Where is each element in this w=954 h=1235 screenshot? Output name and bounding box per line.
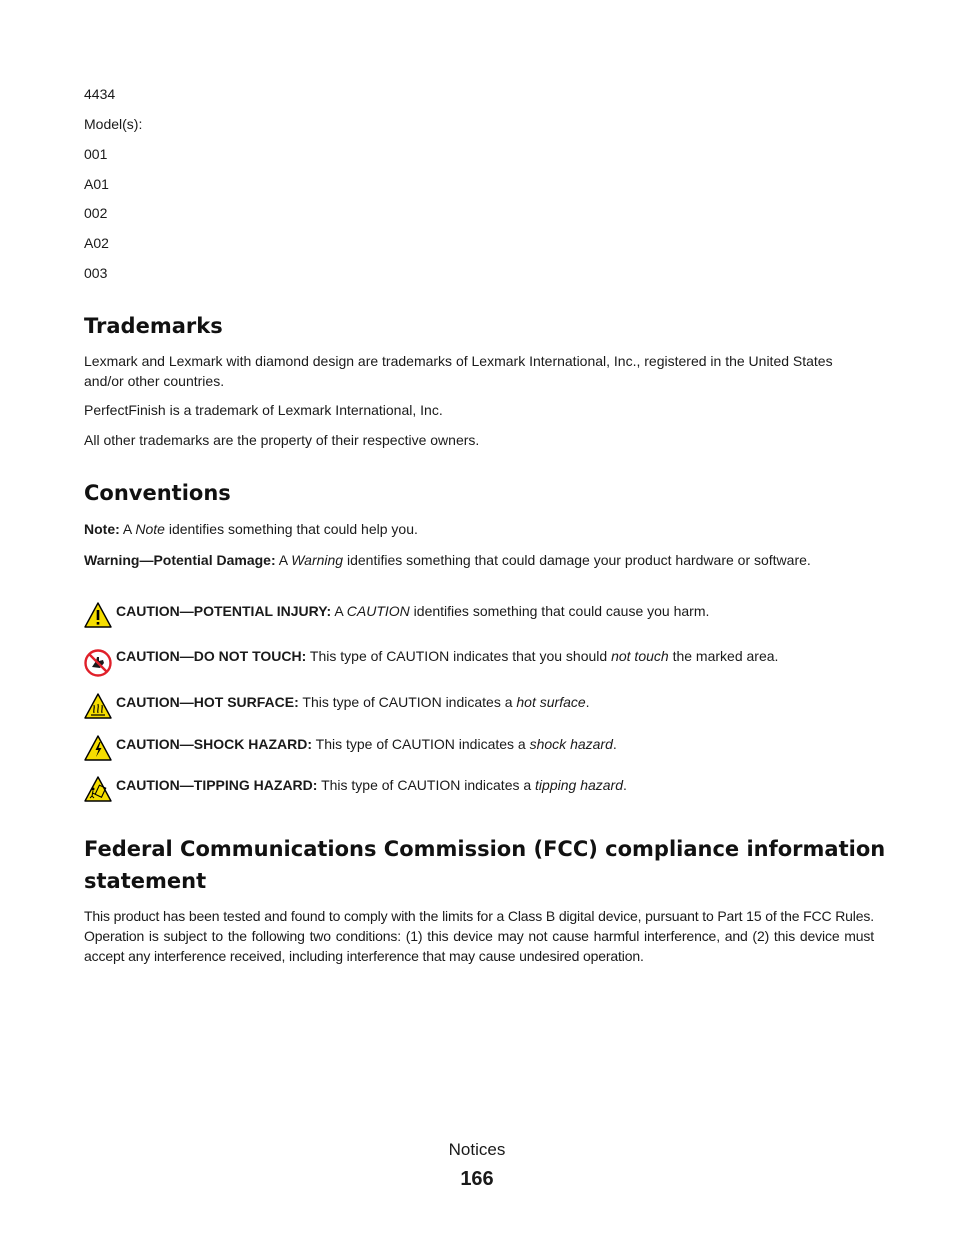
fcc-heading-line-2: statement [84,869,207,893]
do-not-touch-icon [84,649,112,677]
note-pre: A [119,521,136,537]
caution-pre: A [331,603,347,619]
caution-em: hot surface [516,694,586,710]
warning-em: Warning [291,552,344,568]
conventions-heading: Conventions [84,481,231,505]
warning-post: identifies something that could damage your product hardware or software. [343,552,811,568]
caution-em: tipping hazard [535,777,623,793]
caution-em: not touch [611,648,669,664]
shock-hazard-icon [84,734,112,762]
trademarks-paragraph-3: All other trademarks are the property of their respective owners. [84,432,480,448]
list-item: 003 [84,265,108,281]
warning-label: Warning—Potential Damage: [84,552,276,568]
caution-post: . [585,694,590,710]
warning-paragraph [84,550,874,570]
footer-section-label: Notices [448,1140,506,1159]
caution-post: the marked area. [668,648,779,664]
caution-label: CAUTION—DO NOT TOUCH: [116,648,307,664]
warning-pre: A [275,552,292,568]
trademarks-paragraph-1: Lexmark and Lexmark with diamond design are trademarks of Lexmark International, Inc., registered in the United States and/or other countries. [84,353,833,389]
caution-em: shock hazard [529,736,613,752]
fcc-heading-line-1: Federal Communications Commission (FCC) compliance information [84,837,886,861]
caution-label: CAUTION—HOT SURFACE: [116,694,299,710]
trademarks-heading: Trademarks [84,314,223,338]
list-item: Model(s): [84,116,143,132]
caution-label: CAUTION—POTENTIAL INJURY: [116,603,332,619]
fcc-paragraph: This product has been tested and found to comply with the limits for a Class B digital device, pursuant to Part 15 of the FCC Rules. Operation is subject to the following two conditions: (1) this device may not cause harmful interference, and (2) this device must accept any interference received, including interference that may cause undesired operation. [84,908,874,964]
note-label: Note: [84,521,120,537]
caution-pre: This type of CAUTION indicates a [312,736,530,752]
warning-triangle-icon [84,601,112,629]
list-item: A01 [84,176,109,192]
list-item: 001 [84,146,108,162]
caution-pre: This type of CAUTION indicates a [298,694,517,710]
page-number: 166 [460,1168,494,1190]
note-post: identifies something that could help you. [164,521,418,537]
caution-pre: This type of CAUTION indicates a [317,777,536,793]
note-em: Note [135,521,165,537]
caution-post: . [623,777,627,793]
list-item: 4434 [84,86,116,102]
note-paragraph [84,519,874,539]
tipping-hazard-icon [84,775,112,803]
caution-post: identifies something that could cause you harm. [409,603,710,619]
hot-surface-icon [84,692,112,720]
caution-label: CAUTION—TIPPING HAZARD: [116,777,318,793]
list-item: 002 [84,205,108,221]
caution-pre: This type of CAUTION indicates that you should [306,648,612,664]
caution-em: CAUTION [346,603,410,619]
caution-post: . [612,736,617,752]
trademarks-paragraph-2: PerfectFinish is a trademark of Lexmark International, Inc. [84,402,443,418]
list-item: A02 [84,235,109,251]
caution-label: CAUTION—SHOCK HAZARD: [116,736,312,752]
